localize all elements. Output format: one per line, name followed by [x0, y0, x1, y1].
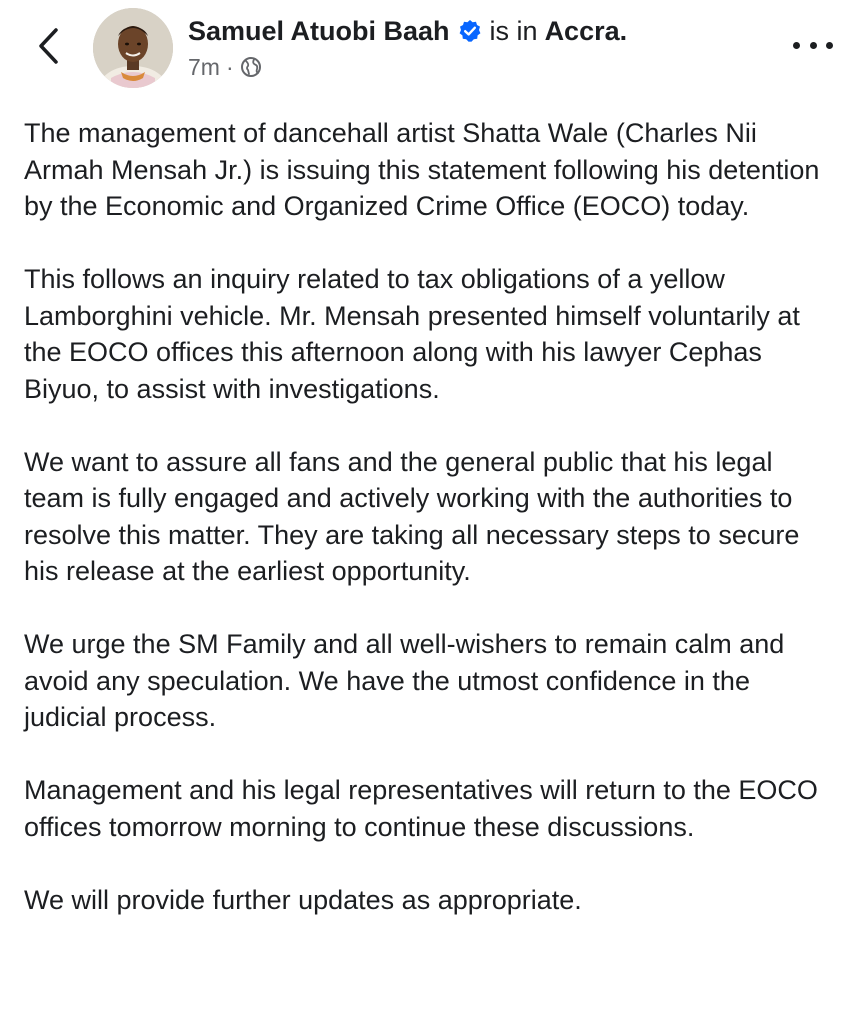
- timestamp[interactable]: 7m: [188, 54, 220, 80]
- more-dot: [826, 42, 833, 49]
- author-name[interactable]: Samuel Atuobi Baah: [188, 16, 450, 46]
- post-paragraph: We urge the SM Family and all well-wishers to remain calm and avoid any speculation. We have the utmost confidence in the judicial process.: [24, 629, 785, 732]
- post-header: [0, 0, 861, 100]
- author-line: [188, 14, 627, 48]
- avatar[interactable]: [93, 8, 173, 88]
- verified-badge-icon: [458, 19, 482, 43]
- globe-icon[interactable]: [240, 56, 262, 78]
- avatar-photo: [93, 8, 173, 88]
- post-paragraph: This follows an inquiry related to tax obligations of a yellow Lamborghini vehicle. Mr. Mensah presented himself voluntarily at the EOCO offices this afternoon along with his lawyer Cephas Biyuo, to assist with investigations.: [24, 264, 800, 404]
- post-paragraph: Management and his legal representatives will return to the EOCO offices tomorrow morning to continue these discussions.: [24, 775, 818, 842]
- more-options-button[interactable]: [793, 30, 833, 60]
- location-link[interactable]: Accra.: [544, 16, 628, 46]
- post-paragraph: We will provide further updates as appropriate.: [24, 884, 582, 915]
- more-dot: [793, 42, 800, 49]
- location-prefix: is in: [489, 16, 538, 46]
- back-button[interactable]: [28, 22, 68, 70]
- post-meta: [188, 52, 262, 82]
- chevron-left-icon: [37, 27, 59, 65]
- post-paragraph: We want to assure all fans and the general public that his legal team is fully engaged and actively working with the authorities to resolve this matter. They are taking all necessary steps to secure his release at the earliest opportunity.: [24, 446, 800, 586]
- more-dot: [810, 42, 817, 49]
- post-paragraph: The management of dancehall artist Shatta Wale (Charles Nii Armah Mensah Jr.) is issuing this statement following his detention by the Economic and Organized Crime Office (EOCO) today.: [24, 118, 820, 221]
- meta-separator: ·: [225, 54, 234, 80]
- post-text: [24, 115, 839, 955]
